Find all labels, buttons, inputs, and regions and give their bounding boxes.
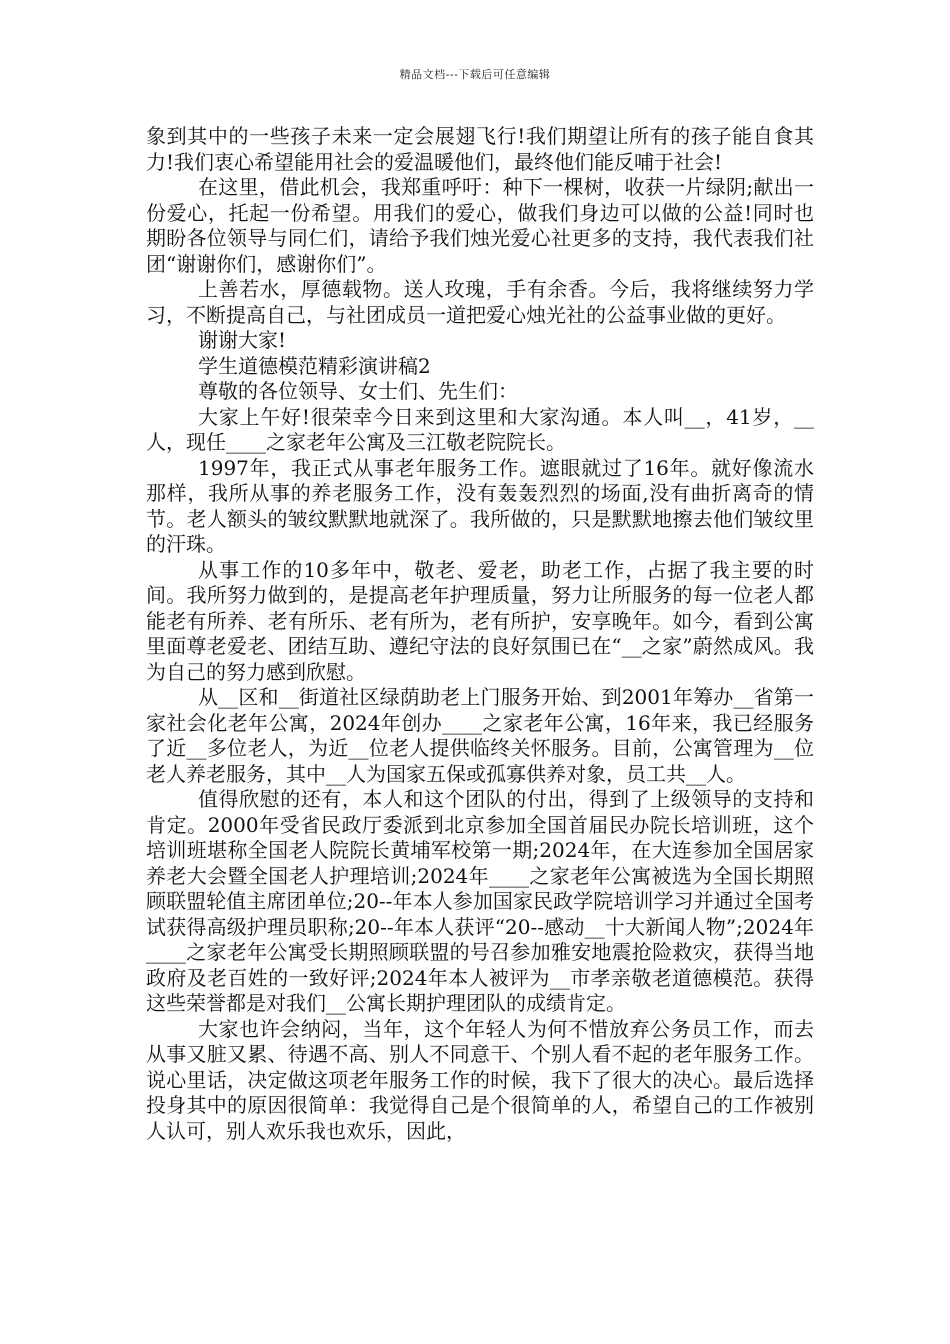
paragraph: 大家也许会纳闷，当年，这个年轻人为何不惜放弃公务员工作，而去从事又脏又累、待遇不高、别人不同意干、个别人看不起的老年服务工作。说心里话，决定做这项老年服务工作的时候，我下了很大的决心。最后选择投身其中的原因很简单：我觉得自己是个很简单的人，希望自己的工作被别人认可，别人欢乐我也欢乐，因此， (146, 1016, 814, 1143)
page-header: 精品文档---下载后可任意编辑 (399, 68, 551, 81)
paragraph: 从事工作的10多年中，敬老、爱老，助老工作，占据了我主要的时间。我所努力做到的，是提高老年护理质量，努力让所服务的每一位老人都能老有所养、老有所乐、老有所为，老有所护，安享晚年。如今，看到公寓里面尊老爱老、团结互助、遵纪守法的良好氛围已在“__之家”蔚然成风。我为自己的努力感到欣慰。 (146, 557, 814, 684)
paragraph: 象到其中的一些孩子未来一定会展翅飞行!我们期望让所有的孩子能自食其力!我们衷心希望能用社会的爱温暖他们，最终他们能反哺于社会! (146, 124, 814, 174)
paragraph: 从__区和__街道社区绿荫助老上门服务开始、到2001年筹办__省第一家社会化老年公寓，2024年创办____之家老年公寓，16年来，我已经服务了近__多位老人，为近__位老人提供临终关怀服务。目前，公寓管理为__位老人养老服务，其中__人为国家五保或孤寡供养对象，员工共__人。 (146, 685, 814, 786)
document-body (146, 124, 814, 1144)
speech-title: 学生道德模范精彩演讲稿2 (198, 353, 431, 378)
paragraph: 1997年，我正式从事老年服务工作。遮眼就过了16年。就好像流水那样，我所从事的养老服务工作，没有轰轰烈烈的场面,没有曲折离奇的情节。老人额头的皱纹默默地就深了。我所做的，只是默默地擦去他们皱纹里的汗珠。 (146, 455, 814, 556)
paragraph: 在这里，借此机会，我郑重呼吁：种下一棵树，收获一片绿阴;献出一份爱心，托起一份希望。用我们的爱心，做我们身边可以做的公益!同时也期盼各位领导与同仁们，请给予我们烛光爱心社更多的支持，我代表我们社团“谢谢你们，感谢你们”。 (146, 175, 814, 276)
salutation: 尊敬的各位领导、女士们、先生们： (198, 379, 518, 403)
closing-thanks: 谢谢大家! (198, 328, 287, 352)
paragraph: 上善若水，厚德载物。送人玫瑰，手有余香。今后，我将继续努力学习，不断提高自己，与社团成员一道把爱心烛光社的公益事业做的更好。 (146, 277, 814, 327)
paragraph: 大家上午好!很荣幸今日来到这里和大家沟通。本人叫__，41岁，__人，现任____之家老年公寓及三江敬老院院长。 (146, 404, 814, 454)
paragraph: 值得欣慰的还有，本人和这个团队的付出，得到了上级领导的支持和肯定。2000年受省民政厅委派到北京参加全国首届民办院长培训班，这个培训班堪称全国老人院院长黄埔军校第一期;2024年，在大连参加全国居家养老大会暨全国老人护理培训;2024年____之家老年公寓被选为全国长期照顾联盟轮值主席团单位;20--年本人参加国家民政学院培训学习并通过全国考试获得高级护理员职称;20--年本人获评“20--感动__十大新闻人物”;2024年____之家老年公寓受长期照顾联盟的号召参加雅安地震抢险救灾，获得当地政府及老百姓的一致好评;2024年本人被评为__市孝亲敬老道德模范。获得这些荣誉都是对我们__公寓长期护理团队的成绩肯定。 (146, 787, 814, 1015)
